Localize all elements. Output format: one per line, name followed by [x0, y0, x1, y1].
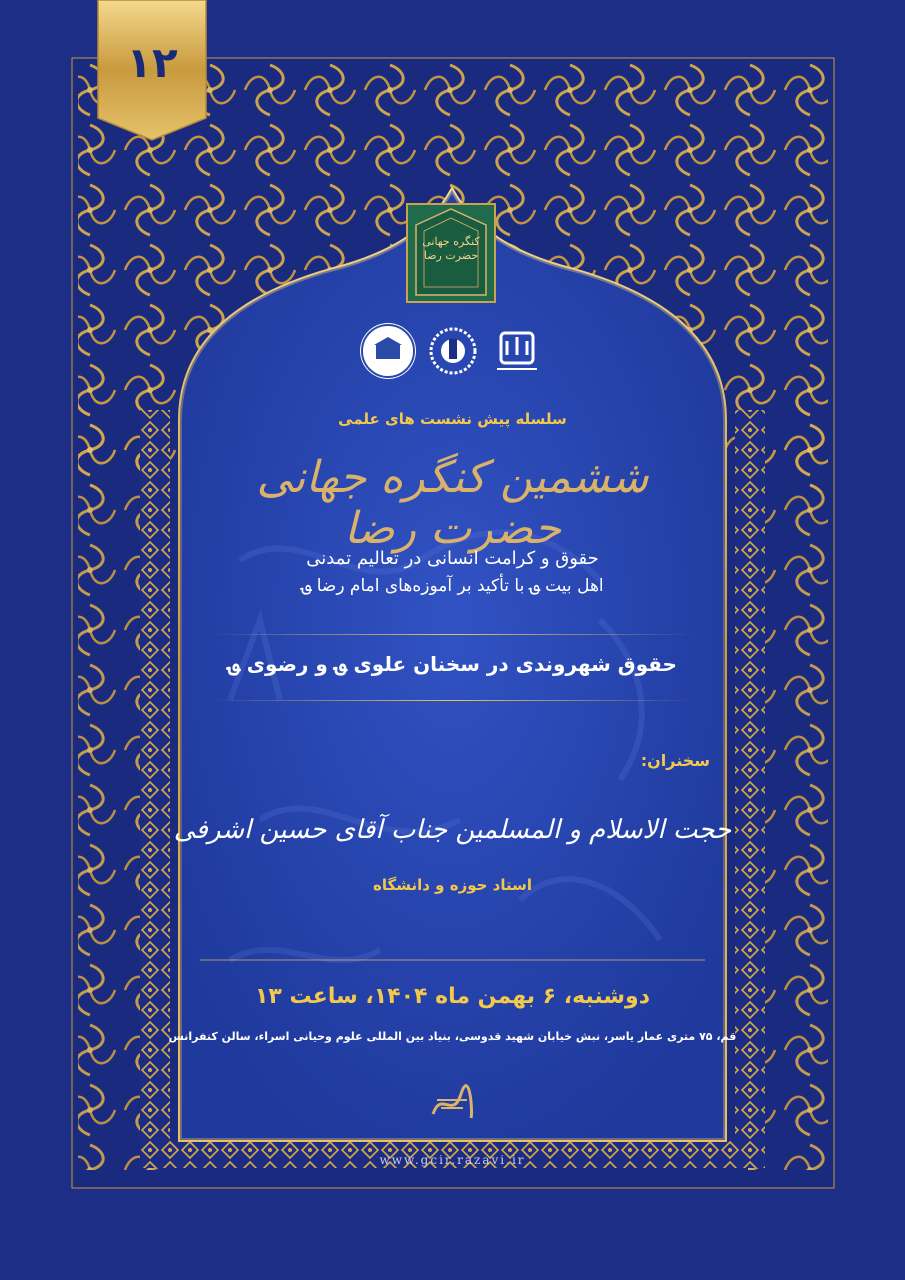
- session-topic: حقوق شهروندی در سخنان علوی ؈ و رضوی ؈: [228, 652, 677, 676]
- issue-number-badge: ۱۲: [126, 38, 178, 87]
- razavi-emblem-logo: [425, 323, 481, 379]
- divider-bottom: [210, 700, 695, 701]
- speaker-title: استاد حوزه و دانشگاه: [373, 876, 532, 894]
- congress-logo: [406, 203, 496, 303]
- subtitle-line-1: حقوق و کرامت انسانی در تعالیم تمدنی: [306, 548, 599, 569]
- footer-calligraphy-logo-icon: [427, 1080, 477, 1124]
- speaker-name: حجت الاسلام و المسلمین جناب آقای حسین اشرفی: [173, 815, 732, 845]
- website-link[interactable]: www.gcir.razavi.ir: [379, 1153, 526, 1167]
- razavi-emblem-icon: [425, 323, 481, 379]
- congress-title: ششمین کنگره جهانی حضرت رضا: [256, 452, 649, 554]
- subtitle-line-2: اهل بیت ؈ با تأکید بر آموزه‌های امام رضا ؈: [301, 576, 604, 596]
- series-title: سلسله پیش نشست های علمی: [338, 410, 567, 428]
- isra-foundation-icon: [489, 323, 545, 379]
- divider-top: [210, 634, 695, 635]
- tehran-university-logo: [360, 323, 416, 379]
- isra-foundation-logo: [489, 323, 545, 379]
- event-datetime: دوشنبه، ۶ بهمن ماه ۱۴۰۴، ساعت ۱۳: [254, 984, 650, 1009]
- tehran-university-icon: [360, 323, 416, 379]
- event-address: قم، ۷۵ متری عمار یاسر، نبش خیابان شهید قدوسی، بنیاد بین المللی علوم وحیانی اسراء، سالن کنفرانس: [168, 1030, 737, 1043]
- speakers-label: سخنران:: [640, 751, 710, 770]
- congress-logo-text: کنگره جهانی حضرت رضا: [422, 235, 480, 262]
